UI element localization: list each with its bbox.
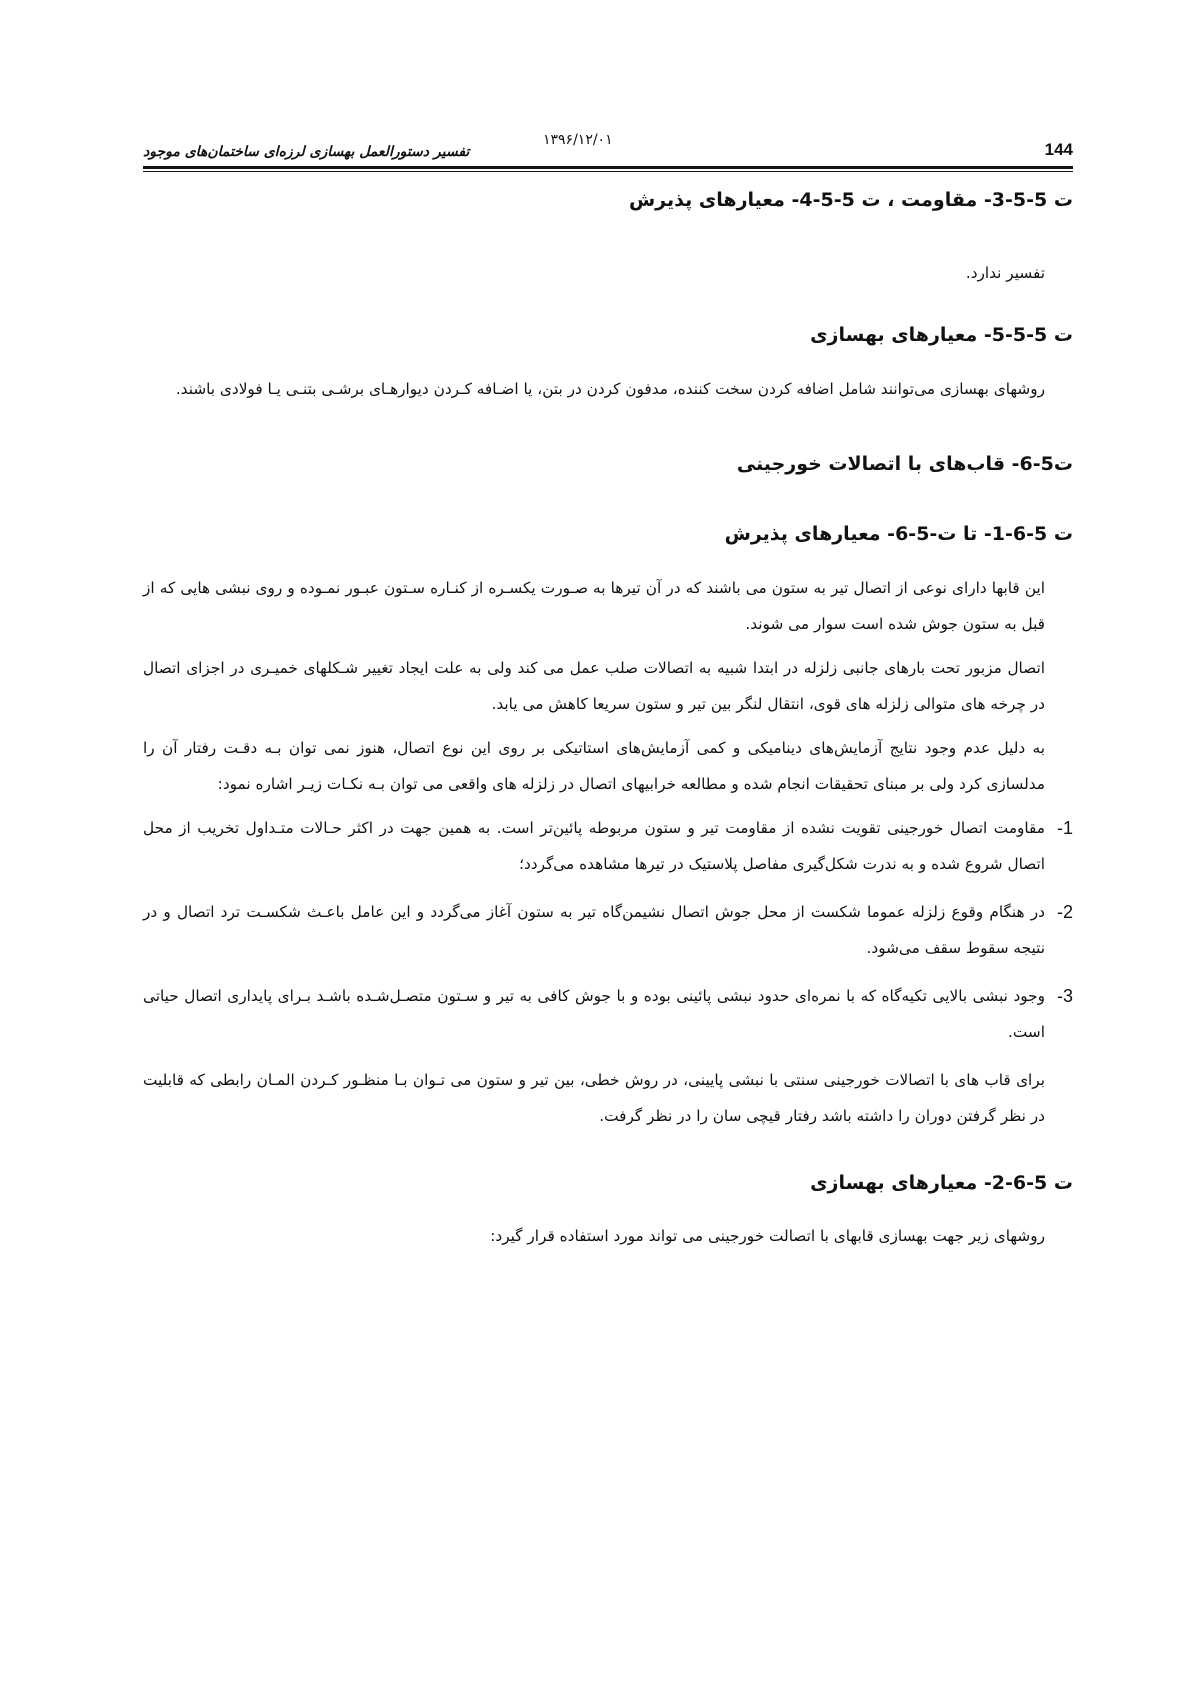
paragraph-retrofit-methods-intro: روشهای زیر جهت بهسازی قابهای با اتصالت خورجینی می تواند مورد استفاده قرار گیرد: — [490, 1227, 1045, 1245]
numbered-list — [143, 810, 1073, 1050]
book-title: تفسیر دستورالعمل بهسازی لرزه‌ای ساختمان‌های موجود — [143, 144, 470, 160]
page-number: 144 — [1044, 140, 1073, 159]
list-item — [143, 978, 1073, 1050]
header-date: ۱۳۹۶/۱۲/۰۱ — [543, 132, 613, 148]
paragraph-linear-method: برای قاب های با اتصالات خورجینی سنتی با نبشی پایینی، در روش خطی، بین تیر و ستون می تـوان بـا منظـور کـردن المـان رابطی که قابلیت در نظر گرفتن دوران را داشته باشد رفتار قیچی سان را در نظر گرفت. — [143, 1071, 1045, 1125]
section-heading-5-6-1: ت 5-6-1- تا ت-5-6- معیارهای پذیرش — [724, 523, 1073, 545]
list-item — [143, 810, 1073, 882]
section-text-retrofit-methods: روشهای بهسازی می‌توانند شامل اضافه کردن سخت کننده، مدفون کردن در بتن، یا اضـافه کـردن دیوارهـای برشـی بتنـی یـا فولادی باشند. — [175, 380, 1045, 398]
section-heading-5-5-5: ت 5-5-5- معیارهای بهسازی — [810, 324, 1073, 346]
paragraph-lateral-loads: اتصال مزبور تحت بارهای جانبی زلزله در ابتدا شبیه به اتصالات صلب عمل می کند ولی به علت ایجاد تغییر شـکلهای خمیـری در اجزای اتصال در چرخه های متوالی زلزله های قوی، انتقال لنگر بین تیر و ستون سریعا کاهش می یابد. — [143, 659, 1045, 713]
section-text-no-commentary: تفسیر ندارد. — [965, 264, 1045, 282]
header-rule-thin — [143, 171, 1073, 172]
page-header — [143, 120, 1073, 172]
list-item-text: در هنگام وقوع زلزله عموما شکست از محل جوش اتصال نشیمن‌گاه تیر به ستون آغاز می‌گردد و این عامل باعـث شکسـت ترد اتصال و در نتیجه سقوط سقف می‌شود. — [143, 903, 1045, 957]
paragraph-lack-of-tests: به دلیل عدم وجود نتایج آزمایش‌های دینامیکی و کمی آزمایش‌های استاتیکی بر روی این نوع اتصال، هنوز نمی توان بـه دقـت رفتار آن را مدلسازی کرد ولی بر مبنای تحقیقات انجام شده و مطالعه خرابیهای اتصال در زلزله های واقعی می توان بـه نکـات زیـر اشاره نمود: — [143, 739, 1045, 793]
list-item-text: مقاومت اتصال خورجینی تقویت نشده از مقاومت تیر و ستون مربوطه پائین‌تر است. به همین جهت در اکثر حـالات متـداول تخریب از محل اتصال شروع شده و به ندرت شکل‌گیری مفاصل پلاستیک در تیرها مشاهده می‌گردد؛ — [143, 819, 1045, 873]
list-item-number: 3- — [1056, 986, 1073, 1006]
section-heading-5-6: ت5-6- قاب‌های با اتصالات خورجینی — [736, 453, 1073, 475]
paragraph-frame-description: این قابها دارای نوعی از اتصال تیر به ستون می باشند که در آن تیرها به صـورت یکسـره از کنـاره سـتون عبـور نمـوده و روی نبشی هایی که از قبل به ستون جوش شده است سوار می شوند. — [143, 579, 1045, 633]
list-item-text: وجود نبشی بالایی تکیه‌گاه که با نمره‌ای حدود نبشی پائینی بوده و با جوش کافی به تیر و سـتون متصـل‌شـده باشـد بـرای پایداری اتصال حیاتی است. — [143, 987, 1045, 1041]
list-item-number: 2- — [1056, 902, 1073, 922]
header-rule-thick — [143, 166, 1073, 169]
section-heading-5-6-2: ت 5-6-2- معیارهای بهسازی — [810, 1172, 1073, 1194]
list-item-number: 1- — [1056, 818, 1073, 838]
list-item — [143, 894, 1073, 966]
page-content — [143, 185, 1073, 1254]
section-heading-5-5-3: ت 5-5-3- مقاومت ، ت 5-5-4- معیارهای پذیرش — [628, 189, 1073, 211]
